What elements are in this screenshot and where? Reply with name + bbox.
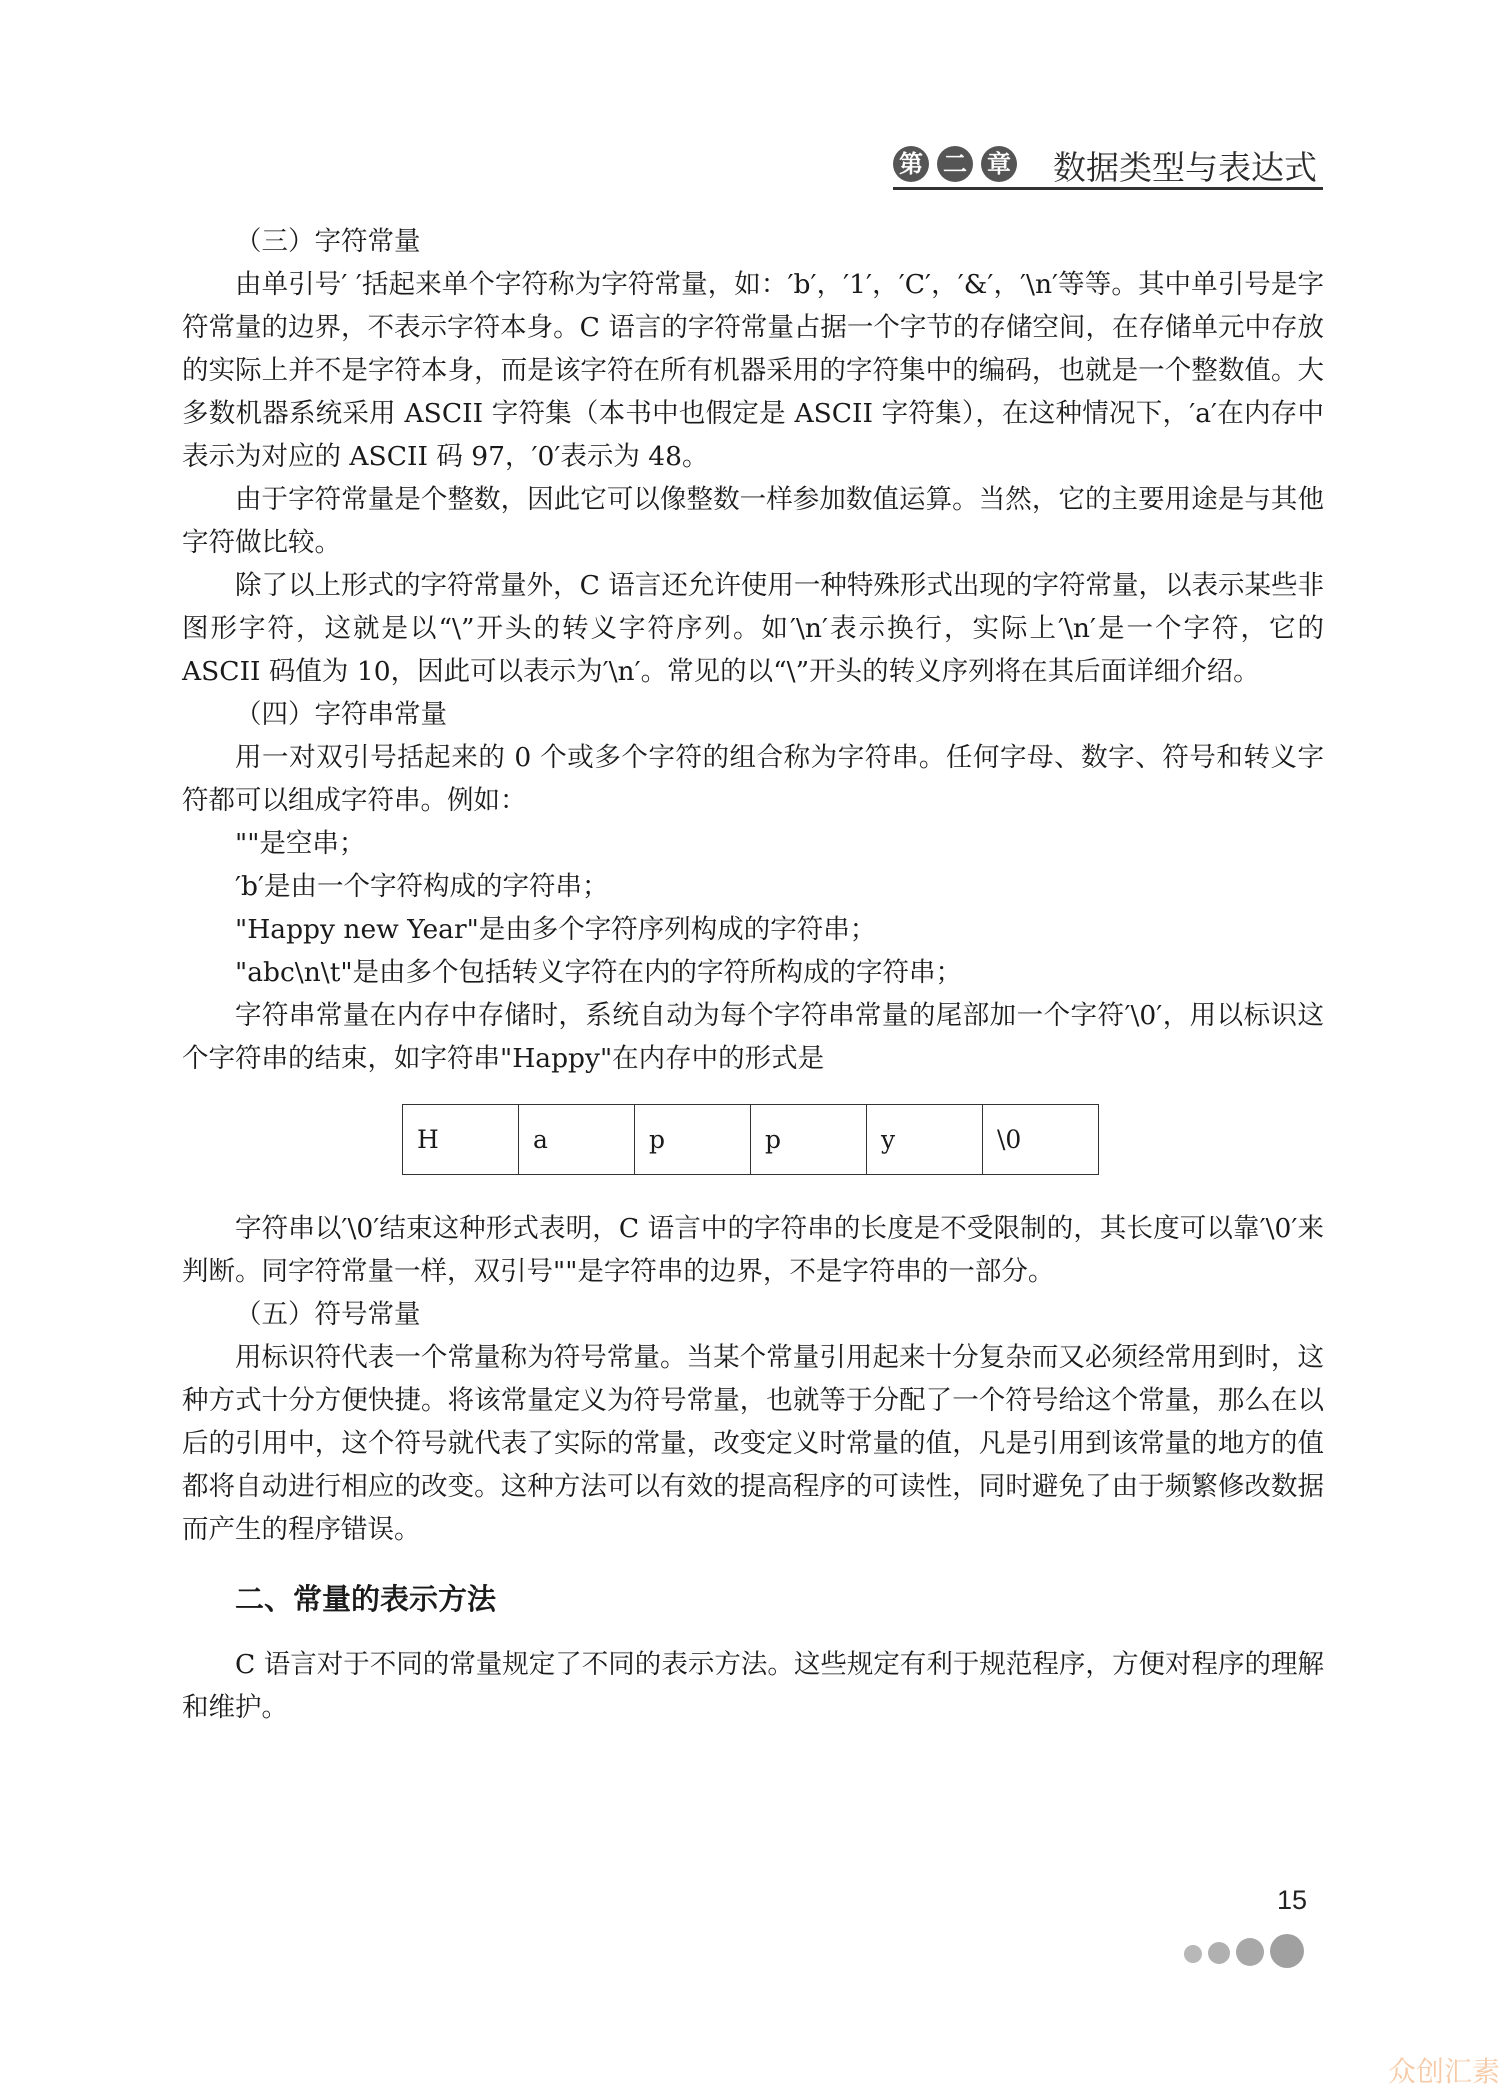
paragraph: 字符串以′\0′结束这种形式表明，C 语言中的字符串的长度是不受限制的，其长度可以靠′\0′来判断。同字符常量一样，双引号""是字符串的边界，不是字符串的一部分。 bbox=[182, 1213, 1324, 1287]
memory-cell: y bbox=[867, 1105, 983, 1175]
section-heading: 二、常量的表示方法 bbox=[235, 1582, 497, 1616]
chapter-badge-1: 第 bbox=[893, 146, 929, 182]
header-rule bbox=[893, 187, 1323, 190]
paragraph: 除了以上形式的字符常量外，C 语言还允许使用一种特殊形式出现的字符常量，以表示某些非图形字符，这就是以“\”开头的转义字符序列。如′\n′表示换行，实际上′\n′是一个字符，它的 ASCII 码值为 10，因此可以表示为′\n′。常见的以“\”开头的转义序列将在其后面详细介绍。 bbox=[182, 570, 1324, 687]
page-body bbox=[182, 220, 1324, 1729]
paragraph: 由于字符常量是个整数，因此它可以像整数一样参加数值运算。当然，它的主要用途是与其他字符做比较。 bbox=[182, 484, 1324, 558]
paragraph: 字符串常量在内存中存储时，系统自动为每个字符串常量的尾部加一个字符′\0′，用以标识这个字符串的结束，如字符串"Happy"在内存中的形式是 bbox=[182, 1000, 1324, 1074]
memory-table bbox=[402, 1104, 1099, 1175]
example-line: ""是空串； bbox=[235, 828, 366, 859]
chapter-header bbox=[893, 140, 1323, 188]
chapter-title: 数据类型与表达式 bbox=[1053, 148, 1317, 187]
decoration-dot bbox=[1184, 1945, 1202, 1963]
chapter-badge-3: 章 bbox=[981, 146, 1017, 182]
memory-row bbox=[403, 1105, 1099, 1175]
example-line: "abc\n\t"是由多个包括转义字符在内的字符所构成的字符串； bbox=[235, 957, 963, 988]
memory-cell: \0 bbox=[983, 1105, 1099, 1175]
section-title-5: （五）符号常量 bbox=[235, 1299, 421, 1330]
watermark: 众创汇素 bbox=[1388, 2055, 1501, 2088]
memory-layout bbox=[182, 1080, 1324, 1207]
memory-cell: a bbox=[519, 1105, 635, 1175]
memory-cell: p bbox=[751, 1105, 867, 1175]
page-number: 15 bbox=[1277, 1885, 1308, 1915]
paragraph: 由单引号′ ′括起来单个字符称为字符常量，如：′b′，′1′，′C′，′&′，′\n′等等。其中单引号是字符常量的边界，不表示字符本身。C 语言的字符常量占据一个字节的存储空间，在存储单元中存放的实际上并不是字符本身，而是该字符在所有机器采用的字符集中的编码，也就是一个整数值。大多数机器系统采用 ASCII 字符集（本书中也假定是 ASCII 字符集），在这种情况下，′a′在内存中表示为对应的 ASCII 码 97，′0′表示为 48。 bbox=[182, 269, 1324, 472]
paragraph: 用一对双引号括起来的 0 个或多个字符的组合称为字符串。任何字母、数字、符号和转义字符都可以组成字符串。例如： bbox=[182, 742, 1324, 816]
example-line: ′b′是由一个字符构成的字符串； bbox=[235, 871, 609, 902]
section-title-4: （四）字符串常量 bbox=[235, 699, 447, 730]
decoration-dot bbox=[1236, 1938, 1264, 1966]
decoration-dot bbox=[1270, 1934, 1304, 1968]
section-title-3: （三）字符常量 bbox=[235, 226, 421, 257]
memory-cell: p bbox=[635, 1105, 751, 1175]
decoration-dot bbox=[1208, 1942, 1230, 1964]
example-line: "Happy new Year"是由多个字符序列构成的字符串； bbox=[235, 914, 877, 945]
memory-cell: H bbox=[403, 1105, 519, 1175]
paragraph: C 语言对于不同的常量规定了不同的表示方法。这些规定有利于规范程序，方便对程序的理解和维护。 bbox=[182, 1649, 1324, 1723]
paragraph: 用标识符代表一个常量称为符号常量。当某个常量引用起来十分复杂而又必须经常用到时，这种方式十分方便快捷。将该常量定义为符号常量，也就等于分配了一个符号给这个常量，那么在以后的引用中，这个符号就代表了实际的常量，改变定义时常量的值，凡是引用到该常量的地方的值都将自动进行相应的改变。这种方法可以有效的提高程序的可读性，同时避免了由于频繁修改数据而产生的程序错误。 bbox=[182, 1342, 1324, 1545]
chapter-badge-2: 二 bbox=[937, 146, 973, 182]
